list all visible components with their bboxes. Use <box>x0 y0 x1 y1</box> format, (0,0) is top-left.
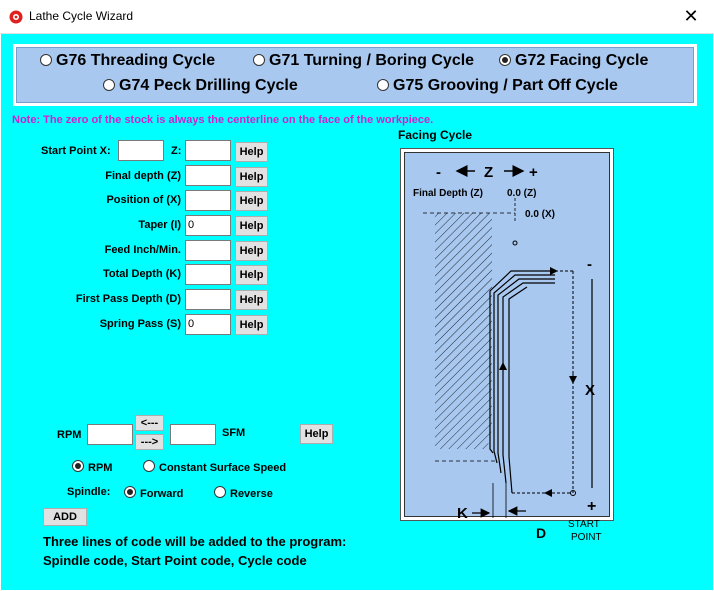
cycle-label-g71: G71 Turning / Boring Cycle <box>269 52 475 69</box>
pass-3 <box>498 279 555 473</box>
convert-to-rpm-button[interactable]: <--- <box>135 415 164 431</box>
cycle-label-g75: G75 Grooving / Part Off Cycle <box>393 77 618 94</box>
k-label: K <box>457 505 468 518</box>
cycle-option-g74[interactable] <box>103 77 298 95</box>
info-line-2: Spindle code, Start Point code, Cycle code <box>43 553 307 568</box>
facing-cycle-title: Facing Cycle <box>398 128 473 142</box>
final-depth-z-caption: Final Depth (Z) <box>413 188 483 199</box>
final-depth-label: Final depth (Z) <box>105 170 181 182</box>
z-axis-label: Z <box>484 164 494 181</box>
cycle-option-g75[interactable] <box>377 77 618 95</box>
start-x-label: Start Point X: <box>41 145 111 157</box>
plus-z-label: + <box>529 164 538 181</box>
radio-g75[interactable] <box>377 79 389 91</box>
first-pass-label: First Pass Depth (D) <box>75 293 181 305</box>
feed-input[interactable] <box>185 240 231 261</box>
wizard-client-area <box>1 34 713 590</box>
total-depth-label: Total Depth (K) <box>102 268 181 280</box>
start-x-input[interactable] <box>118 140 164 161</box>
radio-mode-rpm[interactable] <box>72 460 84 472</box>
spindle-label: Spindle: <box>67 486 111 498</box>
radio-g74[interactable] <box>103 79 115 91</box>
plus-x-label: + <box>587 498 597 515</box>
first-pass-help-button[interactable]: Help <box>235 290 268 310</box>
cycle-label-g76: G76 Threading Cycle <box>56 52 216 69</box>
point-label: POINT <box>571 532 602 543</box>
minus-z-label: - <box>436 164 441 181</box>
start-z-label: Z: <box>171 145 182 157</box>
radio-mode-css[interactable] <box>143 460 155 472</box>
start-label: START <box>568 519 600 530</box>
final-depth-input[interactable] <box>185 165 231 186</box>
pass-5 <box>509 287 527 493</box>
cycle-label-g74: G74 Peck Drilling Cycle <box>119 77 298 94</box>
taper-label: Taper (I) <box>138 219 181 231</box>
sfm-label: SFM <box>222 427 246 439</box>
total-depth-input[interactable] <box>185 264 231 285</box>
lathe-app-icon <box>8 9 24 25</box>
rpm-label: RPM <box>57 429 82 441</box>
minus-x-label: - <box>587 256 592 273</box>
radio-spindle-forward[interactable] <box>124 486 136 498</box>
spindle-reverse-label: Reverse <box>230 488 273 500</box>
x-axis-label: X <box>585 382 596 399</box>
origin-point <box>513 241 517 245</box>
radio-g72[interactable] <box>499 54 511 66</box>
spring-pass-label: Spring Pass (S) <box>99 318 181 330</box>
position-x-help-button[interactable]: Help <box>235 191 268 211</box>
radio-g71[interactable] <box>253 54 265 66</box>
first-pass-input[interactable] <box>185 289 231 310</box>
taper-help-button[interactable]: Help <box>235 216 268 236</box>
pass-1 <box>490 271 555 453</box>
cycle-option-g76[interactable] <box>40 52 215 70</box>
zero-x-caption: 0.0 (X) <box>525 209 556 220</box>
window-title: Lathe Cycle Wizard <box>29 9 134 23</box>
close-icon[interactable]: ✕ <box>683 6 699 26</box>
speed-help-button[interactable]: Help <box>300 424 333 444</box>
sfm-input[interactable] <box>170 424 216 445</box>
mode-rpm-label: RPM <box>88 462 113 474</box>
taper-input[interactable]: 0 <box>185 215 231 236</box>
pass-4 <box>503 283 555 483</box>
start-point-help-button[interactable]: Help <box>235 142 268 162</box>
position-x-label: Position of (X) <box>106 194 181 206</box>
facing-cycle-diagram <box>404 152 610 543</box>
feed-label: Feed Inch/Min. <box>104 244 181 256</box>
stock-zero-note: Note: The zero of the stock is always the centerline on the face of the workpiece. <box>12 114 434 126</box>
title-bar <box>0 0 714 34</box>
spring-pass-help-button[interactable]: Help <box>235 315 268 335</box>
add-button[interactable]: ADD <box>43 508 87 526</box>
speed-mode-css-option[interactable] <box>143 460 286 474</box>
spindle-reverse-option[interactable] <box>214 486 273 500</box>
feed-help-button[interactable]: Help <box>235 241 268 261</box>
zero-z-caption: 0.0 (Z) <box>507 188 537 199</box>
radio-g76[interactable] <box>40 54 52 66</box>
spring-pass-input[interactable]: 0 <box>185 314 231 335</box>
d-label: D <box>536 525 547 541</box>
cycle-option-g72[interactable] <box>499 52 648 70</box>
cycle-option-g71[interactable] <box>253 52 474 70</box>
start-z-input[interactable] <box>185 140 231 161</box>
radio-spindle-reverse[interactable] <box>214 486 226 498</box>
info-line-1: Three lines of code will be added to the program: <box>43 534 347 549</box>
facing-diagram-svg <box>405 153 611 518</box>
position-x-input[interactable] <box>185 190 231 211</box>
cycle-label-g72: G72 Facing Cycle <box>515 52 649 69</box>
cycle-selector-panel <box>13 44 697 106</box>
mode-css-label: Constant Surface Speed <box>159 462 287 474</box>
total-depth-help-button[interactable]: Help <box>235 265 268 285</box>
final-depth-help-button[interactable]: Help <box>235 167 268 187</box>
rpm-input[interactable] <box>87 424 133 445</box>
convert-to-sfm-button[interactable]: ---> <box>135 434 164 450</box>
spindle-forward-option[interactable] <box>124 486 183 500</box>
workpiece-hatch <box>435 213 492 449</box>
speed-mode-rpm-option[interactable] <box>72 460 112 474</box>
spindle-forward-label: Forward <box>140 488 184 500</box>
